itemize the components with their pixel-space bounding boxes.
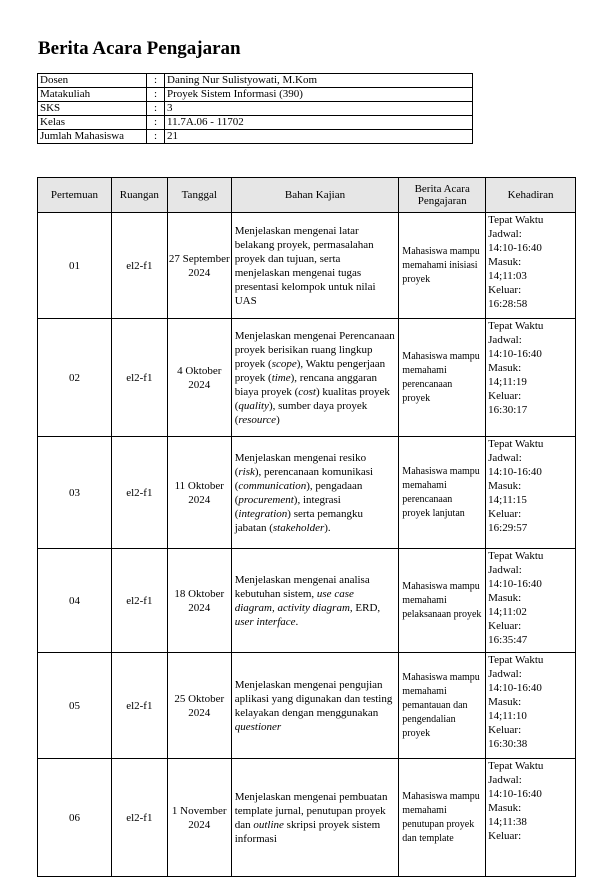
header-kehadiran: Kehadiran [486, 178, 576, 213]
bahan-text: Menjelaskan mengenai latar belakang proyek, permasalahan proyek dan tujuan, serta menjelaskan mengenai tugas presentasi kelompok untuk nilai UAS [234, 224, 376, 307]
kehadiran-line: 14;11:15 [488, 494, 527, 506]
cell-pertemuan: 02 [38, 319, 112, 437]
kehadiran-lines [488, 549, 573, 647]
cell-tanggal: 1 November 2024 [167, 759, 231, 877]
info-label: SKS [38, 102, 147, 116]
cell-berita-acara: Mahasiswa mampu memahami perencanaan proyek [399, 319, 486, 437]
cell-tanggal: 11 Oktober 2024 [167, 437, 231, 549]
info-value: 11.7A.06 - 11702 [165, 116, 473, 130]
bahan-text: user interface [234, 615, 296, 628]
cell-bahan-kajian [231, 653, 399, 759]
cell-kehadiran [486, 437, 576, 549]
kehadiran-line: 14;11:38 [488, 816, 527, 828]
info-value: Daning Nur Sulistyowati, M.Kom [165, 74, 473, 88]
kehadiran-line: Tepat Waktu [488, 438, 544, 450]
table-row [38, 213, 576, 319]
cell-kehadiran [486, 549, 576, 653]
kehadiran-line: 16:29:57 [488, 522, 528, 534]
kehadiran-lines [488, 213, 573, 311]
kehadiran-line: Masuk: [488, 802, 522, 814]
cell-ruangan: el2-f1 [111, 319, 167, 437]
cell-bahan-kajian [231, 759, 399, 877]
bahan-text: ) [276, 413, 280, 426]
kehadiran-line: Keluar: [488, 724, 522, 736]
kehadiran-line: Keluar: [488, 830, 522, 842]
info-value: 3 [165, 102, 473, 116]
kehadiran-line: Masuk: [488, 256, 522, 268]
bahan-text: ) kualitas proyek ( [234, 385, 390, 412]
cell-kehadiran [486, 213, 576, 319]
cell-ruangan: el2-f1 [111, 549, 167, 653]
table-header-row [38, 178, 576, 213]
kehadiran-line: Jadwal: [488, 774, 522, 786]
table-row [38, 759, 576, 877]
table-row [38, 437, 576, 549]
cell-ruangan: el2-f1 [111, 437, 167, 549]
cell-tanggal: 18 Oktober 2024 [167, 549, 231, 653]
bahan-text: Menjelaskan mengenai pembuatan template jurnal, penutupan proyek dan [234, 790, 388, 831]
header-berita-acara: Berita Acara Pengajaran [399, 178, 486, 213]
info-row [38, 74, 473, 88]
bahan-text: integration [238, 507, 288, 520]
cell-kehadiran [486, 653, 576, 759]
header-ruangan: Ruangan [111, 178, 167, 213]
cell-berita-acara: Mahasiswa mampu memahami pelaksanaan proyek [399, 549, 486, 653]
cell-berita-acara: Mahasiswa mampu memahami perencanaan proyek lanjutan [399, 437, 486, 549]
info-label: Dosen [38, 74, 147, 88]
cell-ruangan: el2-f1 [111, 653, 167, 759]
bahan-text: Menjelaskan mengenai Perencanaan proyek berisikan ruang lingkup proyek ( [234, 329, 395, 370]
kehadiran-line: Masuk: [488, 480, 522, 492]
bahan-text: time [271, 371, 291, 384]
cell-tanggal: 25 Oktober 2024 [167, 653, 231, 759]
bahan-text: resource [238, 413, 277, 426]
kehadiran-line: Tepat Waktu [488, 214, 544, 226]
kehadiran-line: Masuk: [488, 592, 522, 604]
bahan-text: . [295, 615, 299, 628]
info-separator: : [147, 102, 165, 116]
table-row [38, 549, 576, 653]
kehadiran-lines [488, 653, 573, 751]
kehadiran-line: 16:30:38 [488, 738, 528, 750]
bahan-text: cost [298, 385, 316, 398]
bahan-text: ) serta pemangku jabatan ( [234, 507, 364, 534]
bahan-text: ERD, [352, 601, 381, 614]
kehadiran-line: Tepat Waktu [488, 654, 544, 666]
cell-tanggal: 27 September 2024 [167, 213, 231, 319]
bahan-text: use case diagram, activity diagram, [234, 587, 354, 614]
kehadiran-lines [488, 759, 573, 843]
kehadiran-line: 14:10-16:40 [488, 682, 542, 694]
bahan-text: quality [238, 399, 269, 412]
kehadiran-line: 14;11:03 [488, 270, 527, 282]
kehadiran-line: 14;11:02 [488, 606, 527, 618]
kehadiran-line: Masuk: [488, 696, 522, 708]
kehadiran-line: Keluar: [488, 508, 522, 520]
cell-ruangan: el2-f1 [111, 213, 167, 319]
bahan-text: ), perencanaan komunikasi ( [234, 465, 374, 492]
cell-kehadiran [486, 759, 576, 877]
kehadiran-lines [488, 319, 573, 417]
bahan-text: stakeholder [272, 521, 325, 534]
kehadiran-line: Tepat Waktu [488, 760, 544, 772]
cell-pertemuan: 06 [38, 759, 112, 877]
kehadiran-line: Jadwal: [488, 334, 522, 346]
bahan-text: outline [253, 818, 284, 831]
kehadiran-line: Tepat Waktu [488, 320, 544, 332]
attendance-table [37, 177, 576, 877]
cell-berita-acara: Mahasiswa mampu memahami penutupan proyek dan template [399, 759, 486, 877]
info-value: Proyek Sistem Informasi (390) [165, 88, 473, 102]
kehadiran-line: Keluar: [488, 390, 522, 402]
cell-bahan-kajian [231, 437, 399, 549]
info-row [38, 116, 473, 130]
info-separator: : [147, 116, 165, 130]
cell-pertemuan: 04 [38, 549, 112, 653]
bahan-text: Menjelaskan mengenai pengujian aplikasi yang digunakan dan testing kelayakan dengan menggunakan [234, 678, 393, 719]
kehadiran-line: 14:10-16:40 [488, 242, 542, 254]
kehadiran-line: Keluar: [488, 620, 522, 632]
bahan-text: Menjelaskan mengenai resiko ( [234, 451, 367, 478]
cell-pertemuan: 01 [38, 213, 112, 319]
kehadiran-line: 14:10-16:40 [488, 578, 542, 590]
bahan-text: ), integrasi ( [234, 493, 341, 520]
kehadiran-line: Tepat Waktu [488, 550, 544, 562]
kehadiran-line: 14:10-16:40 [488, 788, 542, 800]
bahan-text: risk [238, 465, 255, 478]
cell-pertemuan: 05 [38, 653, 112, 759]
kehadiran-lines [488, 437, 573, 535]
header-pertemuan: Pertemuan [38, 178, 112, 213]
page-title: Berita Acara Pengajaran [38, 38, 241, 59]
kehadiran-line: Masuk: [488, 362, 522, 374]
info-value: 21 [165, 130, 473, 144]
info-separator: : [147, 130, 165, 144]
kehadiran-line: 14:10-16:40 [488, 466, 542, 478]
kehadiran-line: 16:30:17 [488, 404, 528, 416]
kehadiran-line: 14;11:19 [488, 376, 527, 388]
cell-tanggal: 4 Oktober 2024 [167, 319, 231, 437]
bahan-text: ). [324, 521, 331, 534]
cell-bahan-kajian [231, 549, 399, 653]
cell-ruangan: el2-f1 [111, 759, 167, 877]
bahan-text: skripsi proyek sistem informasi [234, 818, 381, 845]
kehadiran-line: Jadwal: [488, 452, 522, 464]
info-label: Kelas [38, 116, 147, 130]
kehadiran-line: 16:35:47 [488, 634, 528, 646]
kehadiran-line: Jadwal: [488, 228, 522, 240]
bahan-text: ), pengadaan ( [234, 479, 363, 506]
cell-pertemuan: 03 [38, 437, 112, 549]
cell-kehadiran [486, 319, 576, 437]
course-info-table [37, 73, 473, 144]
kehadiran-line: Keluar: [488, 284, 522, 296]
kehadiran-line: Jadwal: [488, 564, 522, 576]
cell-bahan-kajian [231, 319, 399, 437]
table-row [38, 653, 576, 759]
bahan-text: communication [238, 479, 307, 492]
cell-berita-acara: Mahasiswa mampu memahami pemantauan dan pengendalian proyek [399, 653, 486, 759]
info-row [38, 130, 473, 144]
bahan-text: ), rencana anggaran biaya proyek ( [234, 371, 378, 398]
cell-bahan-kajian [231, 213, 399, 319]
kehadiran-line: 14;11:10 [488, 710, 527, 722]
info-label: Matakuliah [38, 88, 147, 102]
header-bahan-kajian: Bahan Kajian [231, 178, 399, 213]
cell-berita-acara: Mahasiswa mampu memahami inisiasi proyek [399, 213, 486, 319]
bahan-text: ), sumber daya proyek ( [234, 399, 368, 426]
bahan-text: ), Waktu pengerjaan proyek ( [234, 357, 386, 384]
kehadiran-line: Jadwal: [488, 668, 522, 680]
kehadiran-line: 14:10-16:40 [488, 348, 542, 360]
bahan-text: procurement [238, 493, 294, 506]
kehadiran-line: 16:28:58 [488, 298, 528, 310]
bahan-text: Menjelaskan mengenai analisa kebutuhan sistem, [234, 573, 370, 600]
info-separator: : [147, 74, 165, 88]
bahan-text: scope [271, 357, 297, 370]
info-separator: : [147, 88, 165, 102]
table-row [38, 319, 576, 437]
bahan-text: questioner [234, 720, 282, 733]
header-tanggal: Tanggal [167, 178, 231, 213]
info-row [38, 102, 473, 116]
info-label: Jumlah Mahasiswa [38, 130, 147, 144]
info-row [38, 88, 473, 102]
